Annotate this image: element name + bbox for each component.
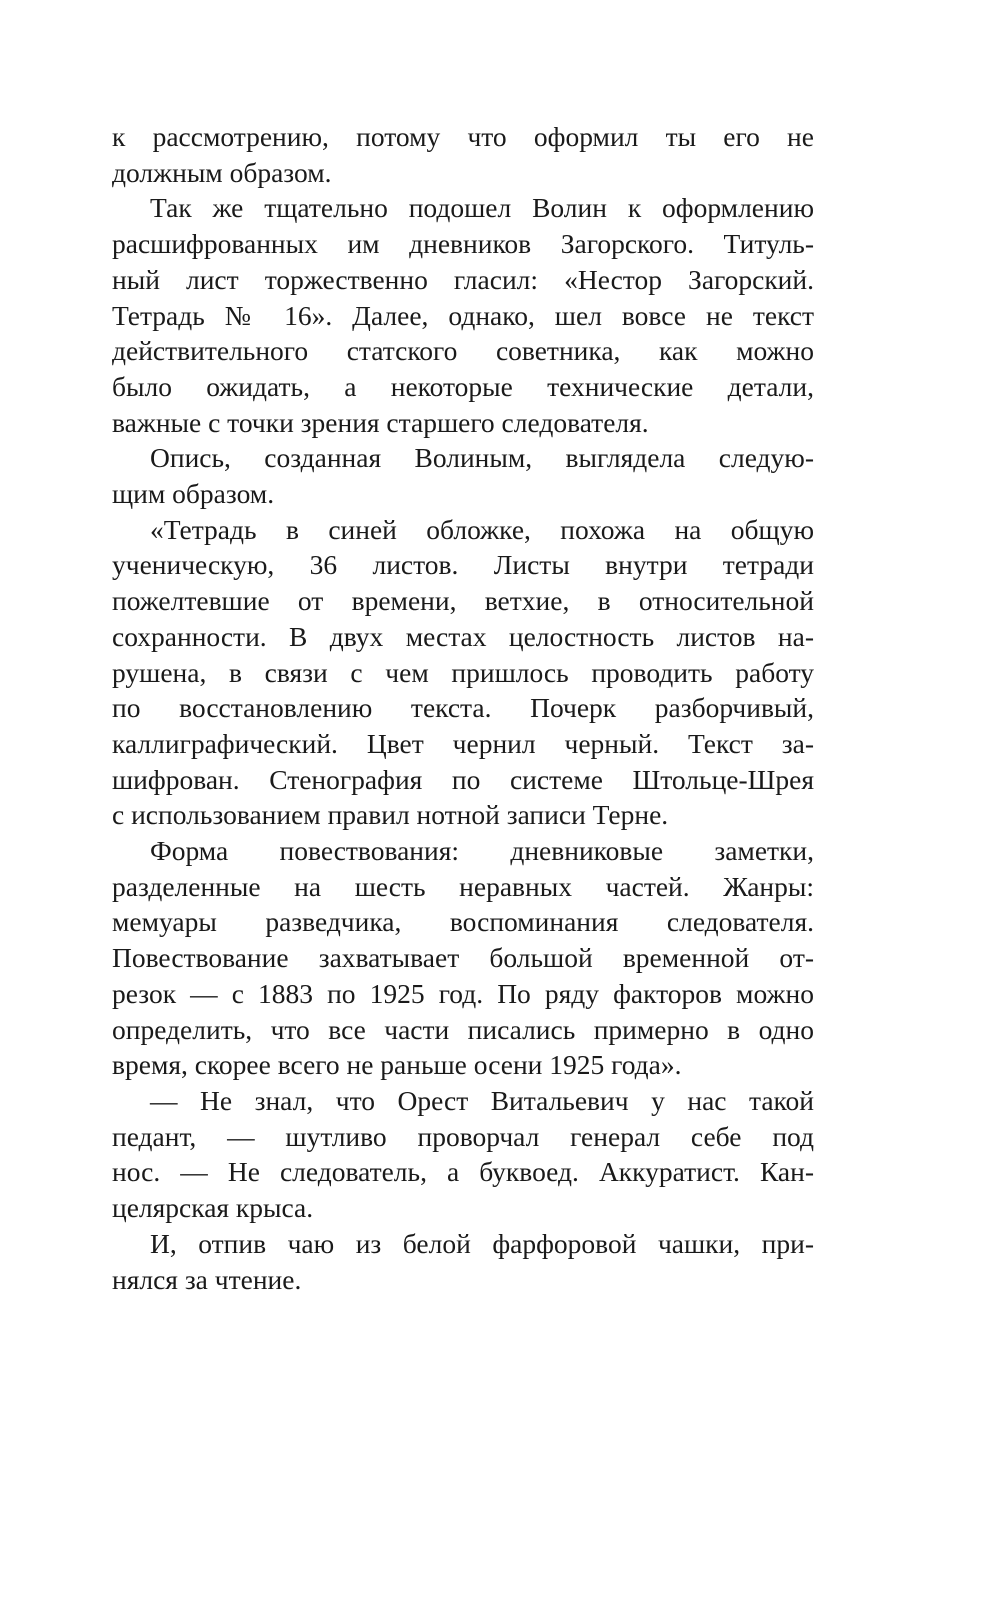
text-line: Тетрадь № 16». Далее, однако, шел вовсе не текст <box>112 299 814 331</box>
text-line: определить, что все части писались примерно в одно <box>112 1013 814 1045</box>
text-line: с использованием правил нотной записи Терне. <box>112 799 669 831</box>
text-line: шифрован. Стенография по системе Штольце-Шрея <box>112 763 814 795</box>
text-line: было ожидать, а некоторые технические детали, <box>112 370 814 402</box>
text-line: целярская крыса. <box>112 1192 314 1224</box>
paragraph-6 <box>112 1083 814 1226</box>
text-line: Так же тщательно подошел Волин к оформлению <box>150 192 814 224</box>
paragraph-1 <box>112 119 814 190</box>
text-line: каллиграфический. Цвет чернил черный. Текст за- <box>112 727 814 759</box>
text-line: к рассмотрению, потому что оформил ты его не <box>112 121 814 152</box>
text-line: педант, — шутливо проворчал генерал себе под <box>112 1120 814 1152</box>
text-line: ный лист торжественно гласил: «Нестор Загорский. <box>112 263 814 295</box>
paragraph-2 <box>112 190 814 440</box>
paragraph-5 <box>112 833 814 1083</box>
paragraph-7 <box>112 1226 814 1297</box>
text-line: «Тетрадь в синей обложке, похожа на общую <box>150 513 814 545</box>
text-line: нос. — Не следователь, а буквоед. Аккуратист. Кан- <box>112 1156 814 1188</box>
text-line: должным образом. <box>112 156 332 188</box>
paragraph-4 <box>112 512 814 833</box>
text-line: время, скорее всего не раньше осени 1925 года». <box>112 1049 682 1081</box>
text-line: Повествование захватывает большой временной от- <box>112 942 814 974</box>
text-line: рушена, в связи с чем пришлось проводить работу <box>112 656 814 688</box>
text-line: пожелтевшие от времени, ветхие, в относительной <box>112 585 814 617</box>
text-line: Форма повествования: дневниковые заметки, <box>150 835 814 867</box>
text-line: по восстановлению текста. Почерк разборчивый, <box>112 692 814 724</box>
text-line: мемуары разведчика, воспоминания следователя. <box>112 906 814 938</box>
text-line: ученическую, 36 листов. Листы внутри тетради <box>112 549 814 581</box>
text-line: — Не знал, что Орест Витальевич у нас такой <box>150 1084 814 1116</box>
text-line: расшифрованных им дневников Загорского. Титуль- <box>112 228 814 260</box>
text-line: И, отпив чаю из белой фарфоровой чашки, при- <box>150 1227 814 1259</box>
text-line: резок — с 1883 по 1925 год. По ряду факторов можно <box>112 977 814 1009</box>
text-line: действительного статского советника, как можно <box>112 335 814 367</box>
text-line: сохранности. В двух местах целостность листов на- <box>112 620 814 652</box>
text-line: разделенные на шесть неравных частей. Жанры: <box>112 870 814 902</box>
book-page-text <box>112 119 814 1297</box>
text-line: Опись, созданная Волиным, выглядела следую- <box>150 442 814 474</box>
text-line: нялся за чтение. <box>112 1263 302 1295</box>
text-line: щим образом. <box>112 478 275 510</box>
paragraph-3 <box>112 440 814 511</box>
text-line: важные с точки зрения старшего следователя. <box>112 406 649 438</box>
